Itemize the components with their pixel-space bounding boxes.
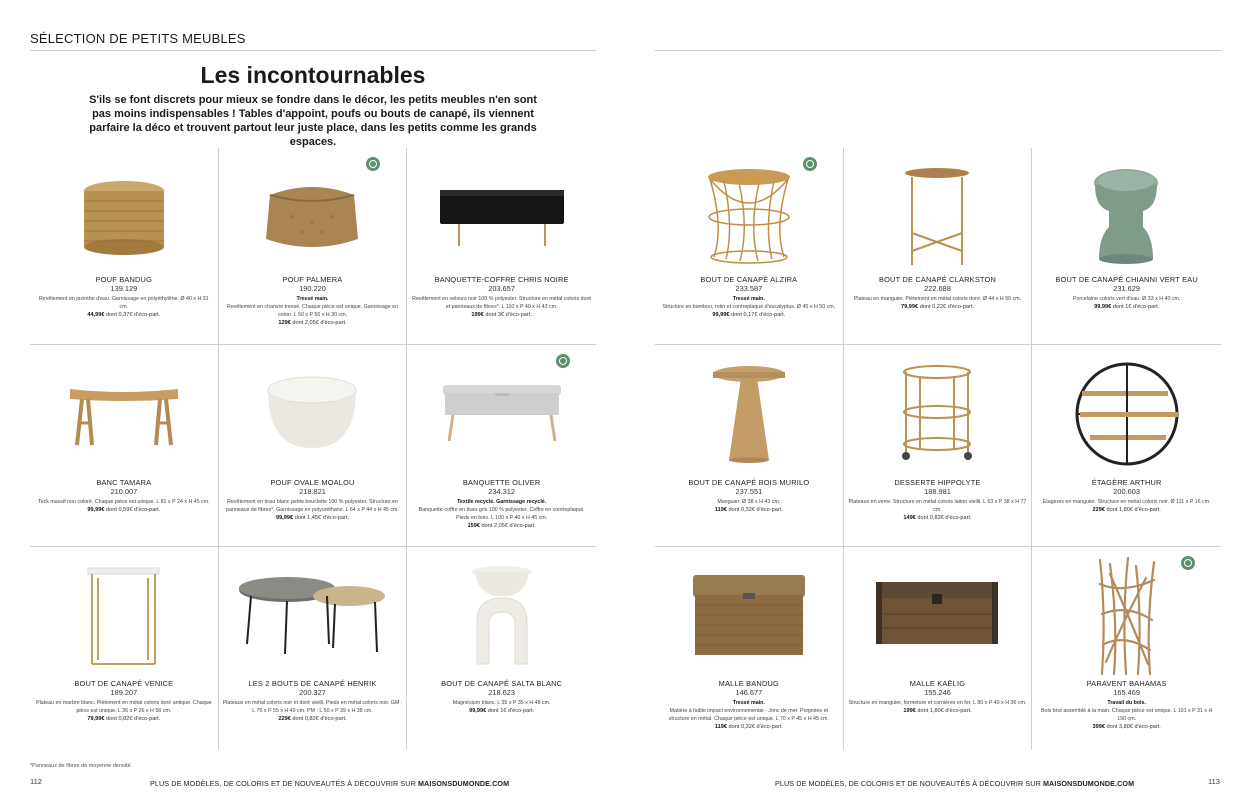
product-card-malle-bandug[interactable] xyxy=(655,547,844,750)
product-card-banquette-coffre-chris-noire[interactable] xyxy=(407,148,596,345)
black-storage-bench-image[interactable] xyxy=(407,164,596,270)
nesting-tables-image[interactable] xyxy=(219,563,407,669)
product-price: 99,99€ xyxy=(276,515,294,522)
product-description: Plateau en manguier. Piètement en métal coloris doré. Ø 44 x H 56 cm. xyxy=(853,295,1022,302)
product-reference: 200.327 xyxy=(299,688,326,698)
grey-bench-image[interactable] xyxy=(407,361,596,467)
product-card-bout-de-canape-alzira[interactable] xyxy=(655,148,844,345)
eco-part: dont 1,45€ d'éco-part. xyxy=(294,515,349,522)
product-reference: 231.629 xyxy=(1113,284,1141,294)
rattan-side-table-image[interactable] xyxy=(655,164,843,270)
product-price: 99,99€ xyxy=(712,312,730,319)
eco-part: dont 0,82€ d'éco-part. xyxy=(917,515,972,522)
product-info xyxy=(223,478,403,523)
footer-site-link[interactable]: MAISONSDUMONDE.COM xyxy=(417,779,510,788)
product-card-pouf-ovale-moalou[interactable] xyxy=(219,345,408,547)
eco-badge-icon xyxy=(803,157,817,171)
product-name[interactable]: BOUT DE CANAPÉ SALTA BLANC xyxy=(441,679,563,688)
product-name[interactable]: POUF PALMERA xyxy=(282,275,343,284)
product-description: Revêtement en chanvre tressé. Chaque pièce est unique. Garnissage en coton. L 50 x P 50 x H 30 cm. xyxy=(226,304,399,319)
product-info xyxy=(1036,679,1217,732)
product-highlight: Tressé main. xyxy=(732,699,765,706)
product-reference: 218.623 xyxy=(488,688,516,698)
product-reference: 165.469 xyxy=(1113,688,1141,698)
product-info xyxy=(223,275,403,328)
product-price: 129€ xyxy=(278,320,291,327)
product-info xyxy=(1036,275,1217,312)
product-info xyxy=(34,275,214,320)
intro-heading: Les incontournables xyxy=(200,62,426,88)
product-price: 99,99€ xyxy=(87,507,105,514)
product-description: Plateau en marbre blanc. Piètement en métal coloris doré antique. Chaque pièce est unique. L 36 x P 26 x H 58 cm. xyxy=(36,699,212,715)
product-reference: 188.981 xyxy=(924,487,951,497)
product-name[interactable]: BANQUETTE OLIVER xyxy=(462,478,541,487)
footer-site-link[interactable]: MAISONSDUMONDE.COM xyxy=(1042,779,1135,788)
product-price: 159€ xyxy=(467,523,480,530)
product-price: 399€ xyxy=(1092,724,1105,731)
product-reference: 200.603 xyxy=(1113,487,1141,497)
product-reference: 189.207 xyxy=(110,688,138,698)
right-product-grid xyxy=(655,148,1221,750)
product-card-bout-de-canape-salta-blanc[interactable] xyxy=(407,547,596,750)
product-name[interactable]: PARAVENT BAHAMAS xyxy=(1086,679,1167,688)
product-card-paravent-bahamas[interactable] xyxy=(1032,547,1221,750)
eco-part: dont 1€ d'éco-part. xyxy=(1112,304,1160,311)
product-info xyxy=(34,478,214,515)
wooden-bench-image[interactable] xyxy=(30,361,218,467)
product-name[interactable]: BANQUETTE-COFFRE CHRIS NOIRE xyxy=(434,275,569,284)
page-number-left: 112 xyxy=(30,777,42,786)
product-name[interactable]: BOUT DE CANAPÉ ALZIRA xyxy=(700,275,798,284)
product-highlight: Tressé main. xyxy=(732,295,765,302)
product-price: 119€ xyxy=(714,724,727,731)
product-price: 199€ xyxy=(903,708,916,715)
product-reference: 139.129 xyxy=(110,284,138,294)
intro-text: S'ils se font discrets pour mieux se fondre dans le décor, les petits meubles n'en sont pas moins indispensables ! Tables d'appoint, poufs ou bouts de canapé, ils viennent parfaire la déco et trouvent partout leur juste place, dans les petits comme les grands espaces. xyxy=(89,94,537,149)
product-card-etagere-arthur[interactable] xyxy=(1032,345,1221,547)
eco-part: dont 1,80€ d'éco-part. xyxy=(917,708,972,715)
product-info xyxy=(659,275,839,320)
section-title: SÉLECTION DE PETITS MEUBLES xyxy=(30,31,246,46)
product-description: Magnésium blanc. L 35 x P 35 x H 48 cm. xyxy=(452,699,551,706)
white-sculpture-table-image[interactable] xyxy=(407,563,596,669)
product-info xyxy=(848,275,1028,312)
eco-part: dont 1,80€ d'éco-part. xyxy=(1106,507,1161,514)
footer-text: PLUS DE MODÈLES, DE COLORIS ET DE NOUVEAUTÉS À DÉCOUVRIR SUR xyxy=(150,779,418,788)
footer-left xyxy=(150,779,509,788)
product-name[interactable]: BOUT DE CANAPÉ VENICE xyxy=(74,679,174,688)
product-description: Plateaux en verre. Structure en métal coloris laiton vieilli. L 63 x P 38 x H 77 cm. xyxy=(848,498,1027,514)
product-info xyxy=(223,679,403,724)
product-price: 44,99€ xyxy=(87,312,105,319)
product-description: Matière à faible impact environnemental - Jonc de mer. Poignées et structure en métal. Chaque pièce est unique. L 70 x P 45 x H 45 cm. xyxy=(668,708,829,723)
product-name[interactable]: POUF BANDUG xyxy=(95,275,153,284)
product-price: 79,99€ xyxy=(901,304,919,311)
product-reference: 155.246 xyxy=(924,688,951,698)
product-card-bout-de-canape-bois-murilo[interactable] xyxy=(655,345,844,547)
woven-pouf-image[interactable] xyxy=(30,164,218,270)
jute-pouf-image[interactable] xyxy=(219,164,407,270)
round-shelf-image[interactable] xyxy=(1032,361,1221,467)
eco-part: dont 0,32€ d'éco-part. xyxy=(728,724,783,731)
product-reference: 146.677 xyxy=(735,688,763,698)
product-description: Porcelaine coloris vert d'eau. Ø 33 x H 40 cm. xyxy=(1072,295,1181,302)
header-rule-right xyxy=(655,50,1221,51)
eco-part: dont 0,22€ d'éco-part. xyxy=(919,304,974,311)
product-reference: 237.551 xyxy=(735,487,763,497)
product-description: Plateaux en métal coloris noir et doré vieilli. Pieds en métal coloris noir. GM : L 70 x P 55 x H 40 cm. PM : L 50 x P 39 x H 38 cm. xyxy=(222,699,403,715)
product-highlight: Travail du bois. xyxy=(1107,699,1146,706)
product-name[interactable]: LES 2 BOUTS DE CANAPÉ HENRIK xyxy=(248,679,377,688)
product-card-bout-de-canape-venice[interactable] xyxy=(30,547,219,750)
product-info xyxy=(411,679,592,716)
eco-part: dont 3,80€ d'éco-part. xyxy=(1106,724,1161,731)
product-description: Structure en manguier, fermeture et cornières en fer. L 80 x P 40 x H 36 cm. xyxy=(848,699,1027,706)
product-reference: 234.312 xyxy=(488,487,516,497)
product-price: 79,99€ xyxy=(87,716,105,723)
product-info xyxy=(411,275,592,320)
product-name[interactable]: DESSERTE HIPPOLYTE xyxy=(894,478,981,487)
eco-part: dont 2,05€ d'éco-part. xyxy=(292,320,347,327)
product-name[interactable]: MALLE KAËLIG xyxy=(909,679,966,688)
eco-part: dont 2,05€ d'éco-part. xyxy=(481,523,536,530)
page-number-right: 113 xyxy=(1208,777,1220,786)
eco-part: dont 0,37€ d'éco-part. xyxy=(106,312,161,319)
product-card-les-2-bouts-de-canape-henrik[interactable] xyxy=(219,547,408,750)
footer-right xyxy=(775,779,1134,788)
eco-part: dont 0,17€ d'éco-part. xyxy=(731,312,786,319)
product-reference: 222.688 xyxy=(924,284,951,294)
white-pouf-image[interactable] xyxy=(219,361,407,467)
product-info xyxy=(848,478,1028,523)
product-price: 99,99€ xyxy=(469,708,487,715)
wicker-trunk-image[interactable] xyxy=(655,563,843,669)
product-price: 149€ xyxy=(903,515,916,522)
product-name[interactable]: BANC TAMARA xyxy=(96,478,152,487)
eco-part: dont 3€ d'éco-part. xyxy=(485,312,532,319)
product-highlight: Textile recyclé. Garnissage recyclé. xyxy=(457,498,547,505)
wooden-trunk-image[interactable] xyxy=(844,563,1032,669)
eco-badge-icon xyxy=(1181,556,1195,570)
product-card-banc-tamara[interactable] xyxy=(30,345,219,547)
product-info xyxy=(34,679,214,724)
product-name[interactable]: BOUT DE CANAPÉ CLARKSTON xyxy=(878,275,997,284)
product-info xyxy=(848,679,1028,716)
product-description: Banquette-coffre en tissu gris 100 % polyester. Coffre en contreplaqué. Pieds en bois. L 100 x P 40 x H 45 cm. xyxy=(418,507,585,522)
eco-part: dont 1€ d'éco-part. xyxy=(487,708,535,715)
product-info xyxy=(659,679,839,732)
product-name[interactable]: MALLE BANDUG xyxy=(718,679,779,688)
product-card-pouf-bandug[interactable] xyxy=(30,148,219,345)
product-highlight: Tressé main. xyxy=(296,295,329,302)
product-description: Manguier. Ø 38 x H 43 cm. xyxy=(717,498,781,505)
product-description: Revêtement en jacinthe d'eau. Garnissage en polyéthylène. Ø 40 x H 31 cm. xyxy=(38,295,209,311)
product-description: Revêtement en velours noir 100 % polyester. Structure en métal coloris doré et panneaux de fibres*. L 110 x P 40 x H 43 cm. xyxy=(412,295,592,311)
eco-part: dont 0,32€ d'éco-part. xyxy=(728,507,783,514)
product-reference: 218.821 xyxy=(299,487,326,497)
product-description: Étagères en manguier. Structure en métal coloris noir. Ø 111 x P 16 cm. xyxy=(1042,498,1211,505)
product-reference: 190.220 xyxy=(299,284,326,294)
product-reference: 233.587 xyxy=(735,284,763,294)
wooden-pedestal-table-image[interactable] xyxy=(655,361,843,467)
eco-part: dont 0,82€ d'éco-part. xyxy=(292,716,347,723)
product-name[interactable]: BOUT DE CANAPÉ CHIANNI VERT EAU xyxy=(1055,275,1198,284)
product-card-malle-kaelig[interactable] xyxy=(844,547,1033,750)
eco-badge-icon xyxy=(556,354,570,368)
product-description: Revêtement en tissu blanc petite bouclette 100 % polyester. Structure en panneaux de fibres*. Garnissage en polyuréthane. L 64 x P 44 x H 45 cm. xyxy=(226,498,399,514)
product-name[interactable]: POUF OVALE MOALOU xyxy=(270,478,355,487)
product-price: 119€ xyxy=(714,507,727,514)
product-reference: 203.657 xyxy=(488,284,516,294)
product-info xyxy=(659,478,839,515)
left-product-grid xyxy=(30,148,596,750)
product-description: Structure en bambou, rotin et contreplaqué d'eucalyptus. Ø 45 x H 50 cm. xyxy=(662,304,836,311)
eco-part: dont 0,59€ d'éco-part. xyxy=(106,507,161,514)
product-info xyxy=(1036,478,1217,515)
product-description: Bois brut assemblé à la main. Chaque pièce est unique. L 101 x P 31 x H 190 cm. xyxy=(1040,708,1213,723)
product-card-pouf-palmera[interactable] xyxy=(219,148,408,345)
branch-screen-image[interactable] xyxy=(1032,563,1221,669)
gold-tray-table-image[interactable] xyxy=(844,164,1032,270)
footer-text: PLUS DE MODÈLES, DE COLORIS ET DE NOUVEAUTÉS À DÉCOUVRIR SUR xyxy=(775,779,1043,788)
header-rule-left xyxy=(30,50,596,51)
footnote: *Panneaux de fibres de moyenne densité. xyxy=(30,763,133,769)
eco-part: dont 0,82€ d'éco-part. xyxy=(106,716,161,723)
product-info xyxy=(411,478,592,531)
product-price: 99,99€ xyxy=(1094,304,1112,311)
product-card-banquette-oliver[interactable] xyxy=(407,345,596,547)
product-price: 229€ xyxy=(278,716,291,723)
product-name[interactable]: ÉTAGÈRE ARTHUR xyxy=(1091,478,1162,487)
bar-cart-image[interactable] xyxy=(844,361,1032,467)
green-ceramic-stool-image[interactable] xyxy=(1032,164,1221,270)
marble-side-table-image[interactable] xyxy=(30,563,218,669)
product-card-desserte-hippolyte[interactable] xyxy=(844,345,1033,547)
product-name[interactable]: BOUT DE CANAPÉ BOIS MURILO xyxy=(688,478,810,487)
product-price: 229€ xyxy=(1092,507,1105,514)
product-reference: 210.007 xyxy=(110,487,138,497)
product-price: 199€ xyxy=(471,312,484,319)
product-card-bout-de-canape-clarkston[interactable] xyxy=(844,148,1033,345)
product-card-bout-de-canape-chianni-vert-eau[interactable] xyxy=(1032,148,1221,345)
product-description: Teck massif non coloré. Chaque pièce est unique. L 81 x P 24 x H 45 cm. xyxy=(38,498,210,505)
